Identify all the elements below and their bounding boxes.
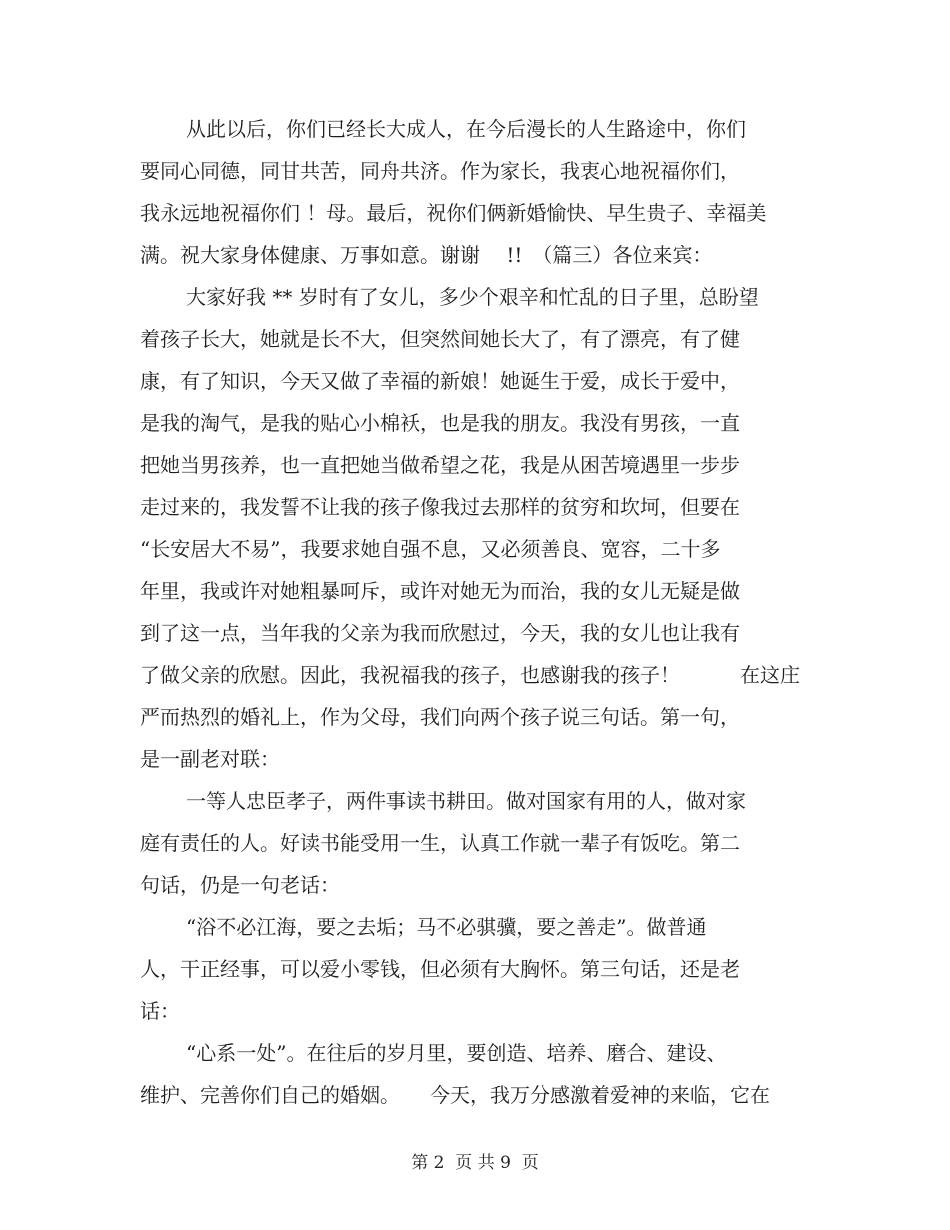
page-number-footer: 第 2 页 共 9 页 [411,1153,539,1173]
paragraph-line: 康，有了知识，今天又做了幸福的新娘！她诞生于爱，成长于爱中， [140,369,740,393]
paragraph-line: 是我的淘气，是我的贴心小棉袄，也是我的朋友。我没有男孩，一直 [140,411,740,435]
paragraph-line: 到了这一点，当年我的父亲为我而欣慰过，今天，我的女儿也让我有 [140,621,740,645]
paragraph-line: 一等人忠臣孝子，两件事读书耕田。做对国家有用的人，做对家 [186,789,746,813]
paragraph-line: 严而热烈的婚礼上，作为父母，我们向两个孩子说三句话。第一句， [140,705,740,729]
paragraph-line: 把她当男孩养，也一直把她当做希望之花，我是从困苦境遇里一步步 [140,453,740,477]
paragraph-line: “心系一处”。在往后的岁月里，要创造、培养、磨合、建设、 [186,1041,727,1065]
paragraph-line: 大家好我 ** 岁时有了女儿，多少个艰辛和忙乱的日子里，总盼望 [186,285,759,309]
paragraph-line: 走过来的，我发誓不让我的孩子像我过去那样的贫穷和坎坷，但要在 [140,495,740,519]
paragraph-line: 是一副老对联： [140,747,280,771]
paragraph-line: 着孩子长大，她就是长不大，但突然间她长大了，有了漂亮，有了健 [140,327,740,351]
paragraph-line: “浴不必江海，要之去垢；马不必骐骥，要之善走”。做普通 [186,915,707,939]
paragraph-line: 年里，我或许对她粗暴呵斥，或许对她无为而治，我的女儿无疑是做 [140,579,740,603]
paragraph-line: 话： [140,999,180,1023]
paragraph-line: 要同心同德，同甘共苦，同舟共济。作为家长，我衷心地祝福你们， [140,159,740,183]
paragraph-line: “长安居大不易”，我要求她自强不息，又必须善良、宽容，二十多 [140,537,721,561]
paragraph-line: 维护、完善你们自己的婚姻。 今天，我万分感激着爱神的来临，它在 [140,1083,770,1107]
paragraph-line: 庭有责任的人。好读书能受用一生，认真工作就一辈子有饭吃。第二 [140,831,740,855]
paragraph-line: 满。祝大家身体健康、万事如意。谢谢 !! （篇三）各位来宾： [140,243,713,267]
paragraph-line: 句话，仍是一句老话： [140,873,340,897]
paragraph-line: 人，干正经事，可以爱小零钱，但必须有大胸怀。第三句话，还是老 [140,957,740,981]
paragraph-line: 从此以后，你们已经长大成人，在今后漫长的人生路途中，你们 [186,117,746,141]
paragraph-line: 了做父亲的欣慰。因此，我祝福我的孩子，也感谢我的孩子！ 在这庄 [140,663,800,687]
paragraph-line: 我永远地祝福你们 ！母。最后，祝你们俩新婚愉快、早生贵子、幸福美 [140,201,767,225]
